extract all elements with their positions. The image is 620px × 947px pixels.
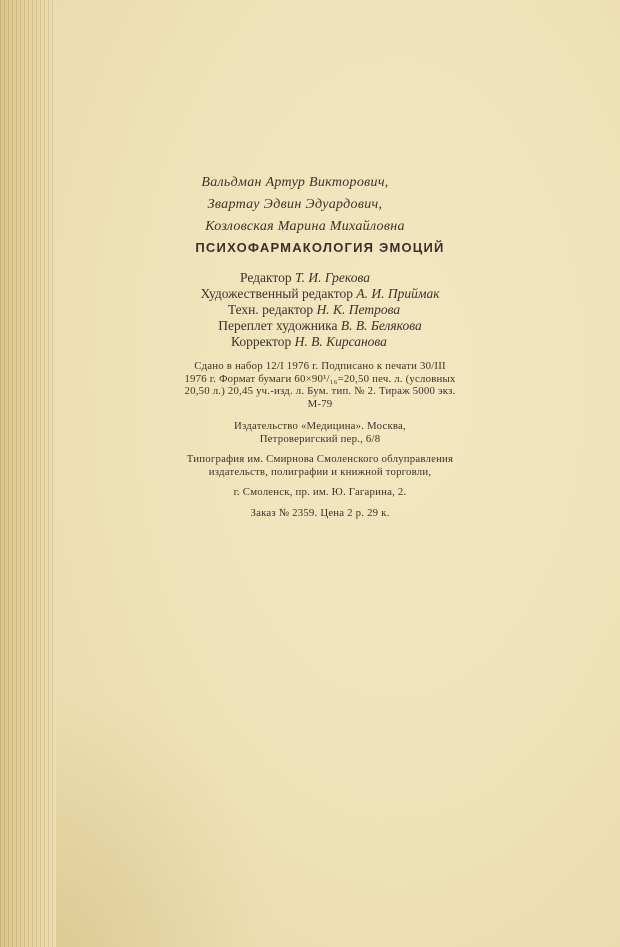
imprint-block bbox=[0, 360, 620, 519]
credit-role: Переплет художника bbox=[218, 318, 338, 333]
credit-row bbox=[10, 270, 620, 286]
author-name: Вальдман Артур Викторович, bbox=[201, 175, 389, 190]
paper-stain bbox=[56, 687, 276, 947]
publisher-line: Издательство «Медицина». Москва, bbox=[234, 420, 406, 432]
printer-address-line: г. Смоленск, пр. им. Ю. Гагарина, 2. bbox=[233, 486, 407, 498]
book-title: ПСИХОФАРМАКОЛОГИЯ ЭМОЦИЙ bbox=[195, 240, 445, 255]
author-list bbox=[0, 172, 620, 238]
print-info-line: Сдано в набор 12/I 1976 г. Подписано к печати 30/III bbox=[194, 360, 446, 372]
credits-block bbox=[0, 270, 620, 350]
credit-name: Н. В. Кирсанова bbox=[294, 334, 387, 349]
credit-role: Техн. редактор bbox=[227, 302, 314, 317]
credit-role: Корректор bbox=[231, 334, 292, 349]
print-info-line: М-79 bbox=[307, 397, 333, 410]
credit-role: Редактор bbox=[239, 270, 292, 285]
publisher-line: Петроверигский пер., 6/8 bbox=[259, 432, 381, 445]
author-name: Козловская Марина Михайловна bbox=[205, 219, 405, 234]
printer-line: издательств, полиграфии и книжной торговли, bbox=[208, 465, 432, 478]
credit-name: Н. К. Петрова bbox=[316, 302, 401, 317]
author-name: Звартау Эдвин Эдуардович, bbox=[207, 197, 383, 212]
credit-row bbox=[10, 318, 620, 334]
print-info-line: 20,50 л.) 20,45 уч.-изд. л. Бум. тип. № 2. Тираж 5000 экз. bbox=[184, 385, 456, 397]
printer-line: Типография им. Смирнова Смоленского облуправления bbox=[186, 453, 454, 465]
credit-name: А. И. Приймак bbox=[356, 286, 440, 301]
credit-role: Художественный редактор bbox=[200, 286, 353, 301]
credit-name: В. В. Белякова bbox=[340, 318, 422, 333]
print-info-line: 1976 г. Формат бумаги 60×90¹/₁₆=20,50 печ. л. (условных bbox=[184, 372, 456, 385]
credit-row bbox=[10, 286, 620, 302]
credit-row bbox=[10, 302, 620, 318]
credit-row bbox=[10, 334, 620, 350]
credit-name: Т. И. Грекова bbox=[294, 270, 370, 285]
order-line: Заказ № 2359. Цена 2 р. 29 к. bbox=[250, 506, 390, 519]
